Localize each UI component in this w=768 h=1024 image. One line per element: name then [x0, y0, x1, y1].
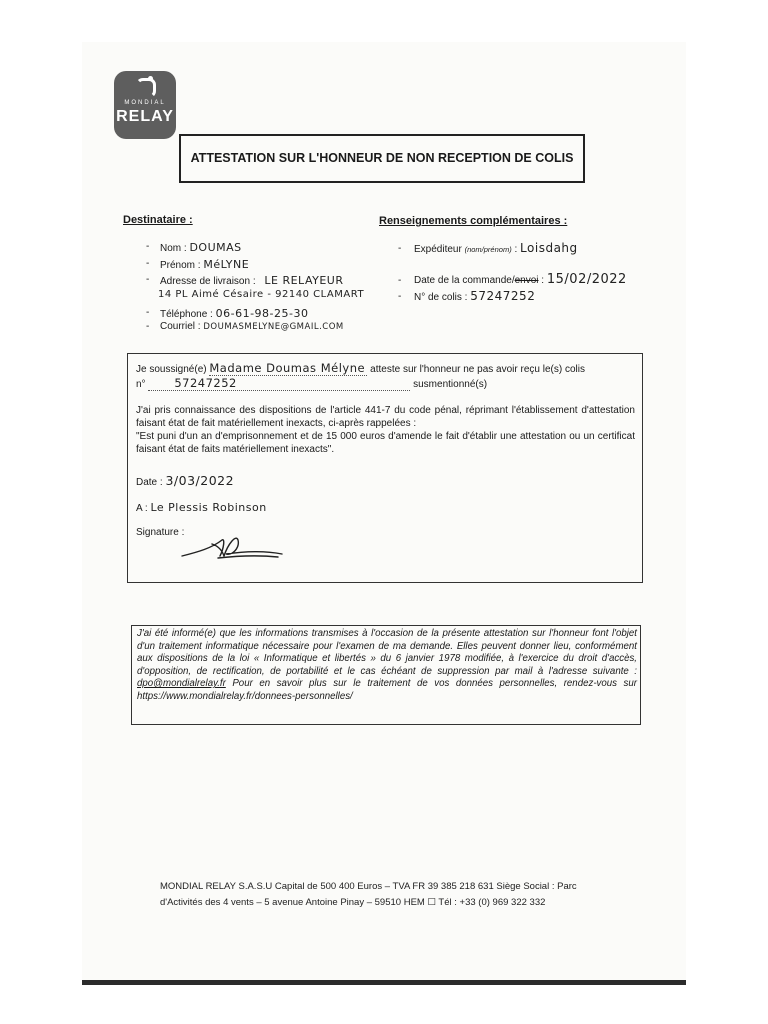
email-label: Courriel :: [160, 321, 201, 332]
bullet: -: [398, 243, 402, 254]
legal-paragraph-2: "Est puni d'un an d'emprisonnement et de 15 000 euros d'amende le fait d'établir une attestation ou un certificat faisant état de faits matériellement inexacts".: [136, 431, 635, 455]
order-date-label-end: :: [538, 275, 545, 286]
firstname-value: MéLYNE: [203, 258, 250, 271]
handwritten-signature: [178, 530, 290, 564]
firstname-label: Prénom :: [160, 260, 201, 271]
mondial-relay-logo: [114, 71, 176, 139]
sender-row: Expéditeur (nom/prénom) : Loisdahg: [414, 241, 578, 255]
bullet: -: [146, 274, 150, 285]
phone-row: [160, 307, 308, 320]
company-footer: [160, 879, 600, 911]
signer-suffix: atteste sur l'honneur ne pas avoir reçu le(s) colis: [370, 364, 585, 375]
firstname-row: [160, 258, 249, 271]
declaration-date-label: Date :: [136, 477, 163, 488]
footer-line1: MONDIAL RELAY S.A.S.U Capital de 500 400 Euros – TVA FR 39 385 218 631 Siège Social : Parc: [160, 881, 577, 892]
privacy-notice-end: Pour en savoir plus sur le traitement de vos données personnelles, rendez-vous sur https://www.mondialrelay.fr/donnees-personnelles/: [137, 678, 637, 702]
declaration-line1: [136, 362, 636, 376]
parcel-row: [414, 289, 535, 303]
signature-label: Signature :: [136, 527, 185, 538]
sender-label: Expéditeur: [414, 244, 462, 255]
logo-arc-icon: [136, 78, 156, 98]
parcel-label: N° de colis :: [414, 292, 468, 303]
privacy-notice: [137, 628, 637, 704]
document-title: ATTESTATION SUR L'HONNEUR DE NON RECEPTION DE COLIS: [179, 134, 585, 183]
extra-info-heading: Renseignements complémentaires :: [379, 215, 568, 227]
sender-note: (nom/prénom): [464, 245, 512, 254]
email-row: [160, 321, 344, 332]
bullet: -: [398, 291, 402, 302]
declaration-place-row: [136, 501, 267, 515]
order-date-value: 15/02/2022: [546, 272, 627, 287]
order-date-label-strike: envoi: [514, 275, 539, 286]
declaration-place-label: A :: [136, 503, 148, 514]
order-date-label: Date de la commande/: [414, 275, 515, 286]
address-value-line1: LE RELAYEUR: [264, 274, 344, 287]
logo-text-relay: RELAY: [116, 108, 174, 125]
bullet: -: [146, 258, 150, 269]
legal-paragraph-1: J'ai pris connaissance des dispositions de l'article 441-7 du code pénal, réprimant l'établissement d'attestation faisant état de fait matériellement inexacts, ci-après rappelées :: [136, 405, 635, 429]
logo-dot-icon: [148, 76, 153, 81]
address-value-line2: 14 PL Aimé Césaire - 92140 CLAMART: [158, 289, 365, 300]
logo-text-mondial: MONDIAL: [124, 100, 166, 106]
name-row: [160, 241, 242, 254]
declaration-date-row: [136, 474, 234, 489]
declaration-line2-end: susmentionné(s): [413, 379, 488, 390]
declaration-date-value: 3/03/2022: [165, 473, 235, 488]
footer-line2: d'Activités des 4 vents – 5 avenue Antoine Pinay – 59510 HEM ☐ Tél : +33 (0) 969 322 332: [160, 897, 546, 908]
declaration-line2: [136, 377, 636, 391]
dpo-email-link[interactable]: dpo@mondialrelay.fr: [137, 678, 226, 690]
declaration-place-value: Le Plessis Robinson: [150, 501, 267, 514]
name-value: DOUMAS: [189, 241, 242, 254]
signer-prefix: Je soussigné(e): [136, 364, 207, 375]
address-row: [160, 274, 343, 287]
privacy-notice-text: J'ai été informé(e) que les informations transmises à l'occasion de la présente attestation sur l'honneur font l'objet d'un traitement informatique nécessaire pour l'examen de ma demande. Elles peuvent donner lieu, conformément aux dispositions de la loi « Informatique et libertés » du 6 janvier 1978 modifiée, à l'exercice du droit d'accès, d'opposition, de rectification, de portabilité et le cas échéant de suppression par mail à l'adresse suivante :: [137, 628, 637, 677]
recipient-heading: Destinataire :: [123, 214, 193, 226]
page-edge: [82, 980, 686, 985]
signer-name: Madame Doumas Mélyne: [209, 362, 367, 376]
sender-value: Loisdahg: [520, 241, 578, 255]
declaration-parcel-number: 57247252: [148, 377, 410, 391]
phone-label: Téléphone :: [160, 309, 213, 320]
order-date-row: [414, 272, 627, 287]
parcel-number-label: n°: [136, 379, 146, 390]
email-value: DOUMASMELYNE@GMAIL.COM: [203, 322, 344, 332]
parcel-value: 57247252: [470, 289, 536, 303]
bullet: -: [146, 307, 150, 318]
bullet: -: [146, 321, 150, 332]
address-label: Adresse de livraison :: [160, 276, 256, 287]
bullet: -: [146, 241, 150, 252]
name-label: Nom :: [160, 243, 187, 254]
bullet: -: [398, 275, 402, 286]
phone-value: 06-61-98-25-30: [215, 307, 309, 320]
